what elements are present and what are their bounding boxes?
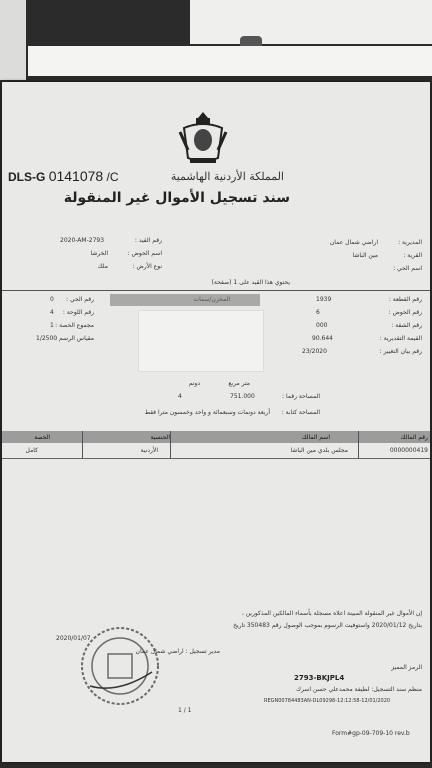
document-title: سند تسجيل الأموال غير المنقولة <box>63 190 290 206</box>
page-indicator: 1 / 1 <box>178 707 192 714</box>
basin-name-value: الخرشا <box>90 250 108 257</box>
change-statement-label: رقم بيان التغيير : <box>379 348 422 355</box>
unit-sqm: متر مربع <box>228 380 250 387</box>
quarter-no-label: رقم الحي : <box>66 296 94 303</box>
code-value: 2793-BKJPL4 <box>294 674 345 682</box>
village-value: مين الباشا <box>352 252 378 259</box>
redacted-label: المخزن/سمات <box>193 296 230 303</box>
owners-col-nationality: الجنسية <box>150 434 170 441</box>
area-text-value: أربعة دونمات وسبعمائة و واحد وخمسون مترا فقط <box>144 409 270 416</box>
sheet-no-label: رقم اللوحة : <box>62 309 94 316</box>
redacted-bar <box>110 294 260 306</box>
nationality-cell: الأردنية <box>140 447 158 454</box>
divider <box>2 290 430 291</box>
quarter-label: اسم الحي : <box>393 265 422 272</box>
director-label: مدير تسجيل : اراضي شمال عمان <box>135 648 220 655</box>
land-type-label: نوع الأرض : <box>132 263 162 270</box>
official-stamp-icon <box>78 624 162 708</box>
basin-no-label: رقم الحوض : <box>388 309 422 316</box>
owner-no-cell: 0000000419 <box>389 447 428 454</box>
village-label: القرية : <box>403 252 422 259</box>
apartment-no-label: رقم الشقة : <box>391 322 422 329</box>
directorate-label: المديرية : <box>398 239 422 246</box>
code-label: الرمز المميز <box>391 664 422 671</box>
contains-text: يحتوي هذا القيد على 1 (صفحة) <box>211 279 290 286</box>
apartment-no-value: 000 <box>316 322 328 329</box>
change-statement-value: 23/2020 <box>302 348 327 355</box>
area-text-label: المساحة كتابة : <box>281 409 320 416</box>
share-cell: كامل <box>25 447 38 454</box>
legal-text-3: 2020/01/07 <box>56 635 91 642</box>
back-paper-top <box>190 0 432 44</box>
owners-col-share: الحصة <box>34 434 50 441</box>
reference-line: REGN00784483AN-DL09298-12:12:58-12/01/2020 <box>264 698 391 704</box>
scale-value: 1/2500 <box>36 335 58 342</box>
serial-number: DLS-G 0141078 /C <box>8 168 119 184</box>
area-sqm-value: 751.000 <box>230 393 255 400</box>
directorate-value: اراضي شمال عمان <box>329 239 378 246</box>
registration-deed <box>2 82 430 762</box>
scale-label: مقياس الرسم : <box>55 335 94 342</box>
form-code: Form#gp-09-709-10 rev.b <box>332 730 410 737</box>
shares-total-value: 1 <box>50 322 54 329</box>
parcel-sketch-box <box>138 310 264 372</box>
legal-text-1: إن الأموال غير المنقولة المبينة اعلاه مسجلة بأسماء المالكين المذكورين ، <box>241 610 422 617</box>
jordan-coat-of-arms-icon <box>178 108 228 166</box>
area-numeric-label: المساحة رقما : <box>282 393 320 400</box>
owners-col-owner-no: رقم المالك <box>400 434 428 441</box>
estimated-value-label: القيمة التقديرية : <box>379 335 422 342</box>
estimated-value-value: 90.644 <box>312 335 333 342</box>
back-emblem-icon <box>240 36 262 46</box>
quarter-no-value: 0 <box>50 296 54 303</box>
plot-no-label: رقم القطعة : <box>388 296 422 303</box>
table-col-divider <box>170 431 171 459</box>
record-no-label: رقم القيد : <box>134 237 162 244</box>
sheet-no-value: 4 <box>50 309 54 316</box>
owners-col-owner-name: اسم المالك <box>301 434 330 441</box>
back-paper-middle <box>28 46 432 76</box>
area-dunum-value: 4 <box>178 393 182 400</box>
table-col-divider <box>82 431 83 459</box>
owner-name-cell: مجلس بلدي مين الباشا <box>290 447 348 454</box>
shares-total-label: مجموع الحصة : <box>55 322 94 329</box>
table-row <box>2 444 430 459</box>
owners-table-header <box>2 431 430 443</box>
record-no-value: 2020-AM-2793 <box>60 237 105 244</box>
plot-no-value: 1939 <box>316 296 332 303</box>
legal-text-2: بتاريخ 2020/01/12 واستوفيت الرسوم بموجب الوصول رقم 350483 تاريخ <box>233 622 422 629</box>
land-type-value: ملك <box>97 263 108 270</box>
prepared-by: منظم سند التسجيل: لطيفة محمدعلي حسن اسرك <box>296 686 422 693</box>
kingdom-name: المملكة الأردنية الهاشمية <box>170 170 284 183</box>
basin-name-label: اسم الحوض : <box>127 250 162 257</box>
back-paper-edge <box>0 0 26 80</box>
unit-dunum: دونم <box>188 380 200 387</box>
table-col-divider <box>358 431 359 459</box>
basin-no-value: 6 <box>316 309 320 316</box>
